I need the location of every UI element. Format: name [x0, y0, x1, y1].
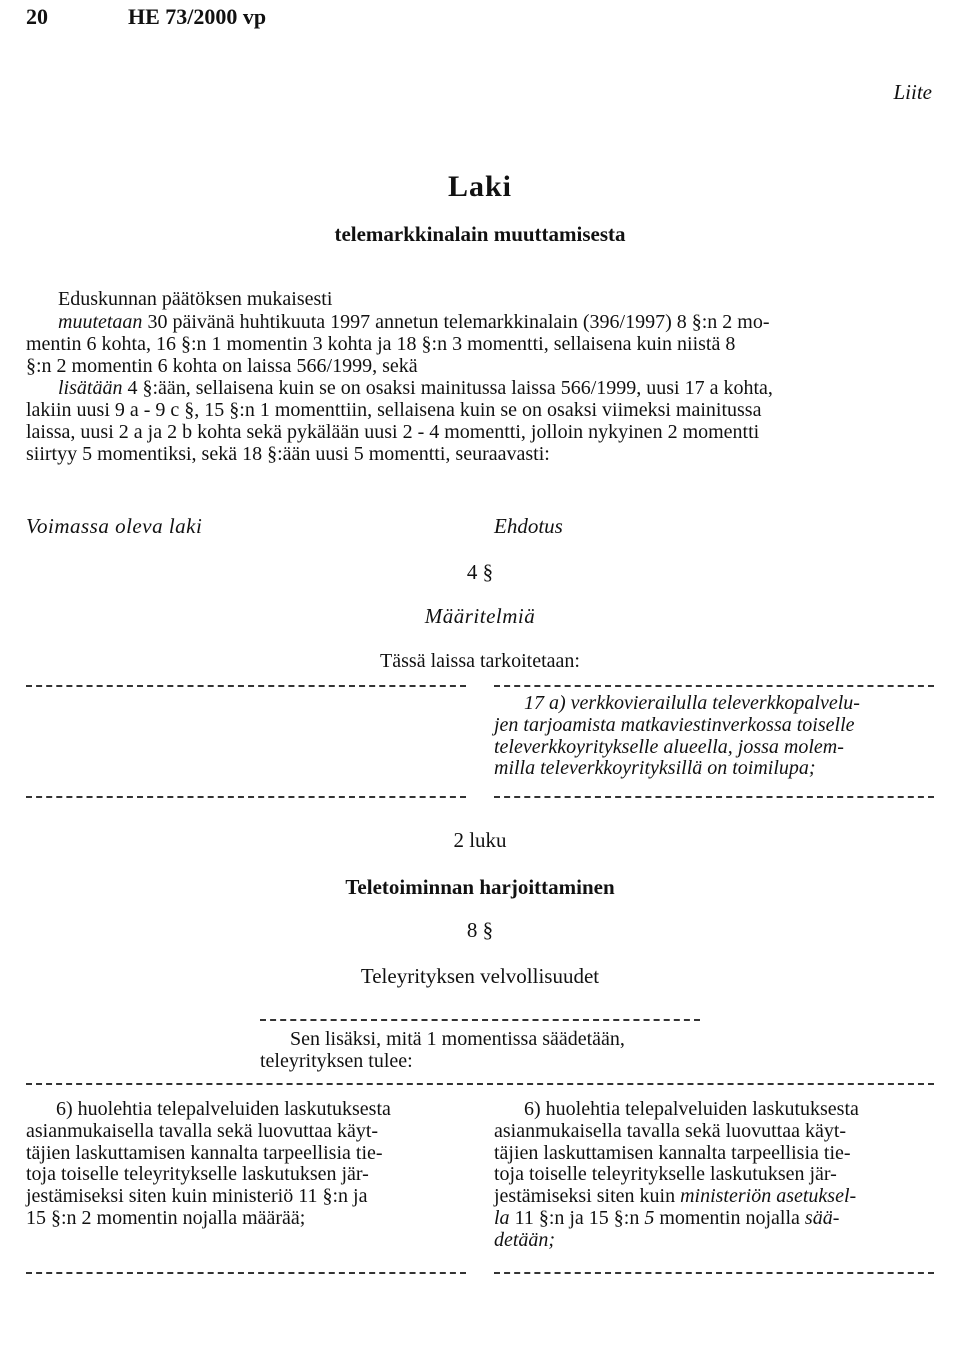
item-6-proposed	[494, 1099, 859, 1252]
item-6-current-line: täjien laskuttamisen kannalta tarpeellisia tie-	[26, 1141, 383, 1164]
item-17a-line: jen tarjoamista matkaviestinverkossa toiselle	[494, 713, 855, 736]
intro-line	[58, 311, 770, 333]
item-6-proposed-line: detään;	[494, 1228, 556, 1251]
law-subtitle: telemarkkinalain muuttamisesta	[334, 222, 626, 246]
item-6-current-line: 15 §:n 2 momentin nojalla määrää;	[26, 1206, 306, 1229]
section-8-lead-line: Sen lisäksi, mitä 1 momentissa säädetään,	[290, 1028, 625, 1050]
omission-line	[494, 1272, 934, 1274]
intro-line: lakiin uusi 9 a - 9 c §, 15 §:n 1 momenttiin, sellaisena kuin se on osaksi viimeksi mainitussa	[26, 399, 762, 421]
intro-verb: lisätään	[58, 377, 123, 399]
right-column-header: Ehdotus	[494, 514, 563, 538]
omission-line	[494, 685, 934, 687]
item-6-proposed-text: jestämiseksi siten kuin	[494, 1185, 681, 1208]
item-17a	[494, 693, 860, 780]
omission-line	[260, 1019, 700, 1021]
item-6-proposed-line: täjien laskuttamisen kannalta tarpeellisia tie-	[494, 1141, 851, 1164]
intro-line: §:n 2 momentin 6 kohta on laissa 566/1999, sekä	[26, 355, 418, 377]
intro-text: 4 §:ään, sellaisena kuin se on osaksi mainitussa laissa 566/1999, uusi 17 a kohta,	[122, 377, 773, 399]
intro-text: 30 päivänä huhtikuuta 1997 annetun telemarkkinalain (396/1997) 8 §:n 2 mo-	[142, 311, 770, 333]
item-6-proposed-line: toja toiselle teleyritykselle laskutuksen jär-	[494, 1163, 837, 1186]
omission-line	[494, 796, 934, 798]
section-8-heading: Teleyrityksen velvollisuudet	[360, 964, 600, 988]
item-6-proposed-line	[494, 1208, 859, 1230]
intro-line: siirtyy 5 momentiksi, sekä 18 §:ään uusi 5 momentti, seuraavasti:	[26, 443, 550, 465]
omission-line	[26, 1083, 934, 1085]
page-number: 20	[26, 4, 48, 29]
item-6-current-line: jestämiseksi siten kuin ministeriö 11 §:n ja	[26, 1185, 368, 1208]
document-id: HE 73/2000 vp	[128, 4, 267, 29]
item-6-proposed-amended-text: 5	[644, 1206, 655, 1229]
item-6-proposed-amended-text: la	[494, 1206, 510, 1229]
intro-line: mentin 6 kohta, 16 §:n 1 momentin 3 kohta ja 18 §:n 3 momentti, sellaisena kuin niistä 8	[26, 333, 736, 355]
section-8-number: 8 §	[466, 918, 494, 942]
section-4-number: 4 §	[466, 560, 494, 584]
item-6-proposed-line: 6) huolehtia telepalveluiden laskutuksesta	[524, 1098, 859, 1120]
omission-line	[26, 1272, 466, 1274]
section-8-lead-line: teleyrityksen tulee:	[260, 1050, 413, 1072]
item-6-current-line: asianmukaisella tavalla sekä luovuttaa käyt-	[26, 1119, 379, 1142]
section-4-intro: Tässä laissa tarkoitetaan:	[380, 650, 580, 672]
omission-line	[26, 685, 466, 687]
omission-line	[26, 796, 466, 798]
intro-line: Eduskunnan päätöksen mukaisesti	[58, 288, 333, 310]
section-8-lead	[260, 1028, 625, 1072]
item-6-current-line: 6) huolehtia telepalveluiden laskutuksesta	[56, 1098, 391, 1120]
item-17a-line: milla televerkkoyrityksillä on toimilupa;	[494, 757, 816, 780]
item-6-current	[26, 1099, 391, 1230]
item-6-proposed-text: momentin nojalla	[654, 1206, 805, 1229]
item-6-current-line: toja toiselle teleyritykselle laskutuksen jär-	[26, 1163, 369, 1186]
item-6-proposed-line: asianmukaisella tavalla sekä luovuttaa käyt-	[494, 1119, 847, 1142]
intro-line	[58, 377, 773, 399]
law-title: Laki	[447, 170, 513, 203]
left-column-header: Voimassa oleva laki	[26, 514, 203, 538]
item-6-proposed-line	[494, 1186, 859, 1208]
intro-verb: muutetaan	[58, 311, 143, 333]
appendix-label: Liite	[893, 80, 932, 104]
chapter-heading: Teletoiminnan harjoittaminen	[345, 875, 615, 899]
section-4-heading: Määritelmiä	[424, 604, 536, 628]
item-6-proposed-amended-text: sää-	[804, 1206, 840, 1229]
item-17a-line: 17 a) verkkovierailulla televerkkopalvelu-	[524, 692, 860, 714]
chapter-number: 2 luku	[453, 828, 507, 852]
intro-line: laissa, uusi 2 a ja 2 b kohta sekä pykälään uusi 2 - 4 momentti, jolloin nykyinen 2 momentti	[26, 421, 760, 443]
item-17a-line: televerkkoyritykselle alueella, jossa molem-	[494, 735, 844, 758]
item-6-proposed-text: 11 §:n ja 15 §:n	[509, 1206, 645, 1229]
item-6-proposed-amended-text: ministeriön asetuksel-	[680, 1185, 857, 1208]
